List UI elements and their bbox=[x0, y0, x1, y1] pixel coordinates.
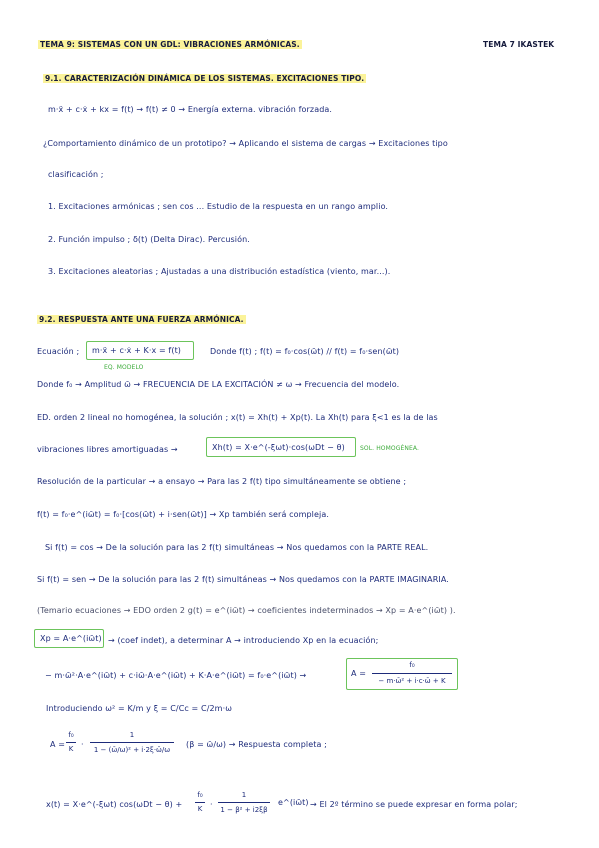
section-title-9-1: 9.1. CARACTERIZACIÓN DINÁMICA DE LOS SISTEMAS. EXCITACIONES TIPO. bbox=[45, 74, 365, 83]
resolucion-line: Resolución de la particular → a ensayo → Para las 2 f(t) tipo simultáneamente se obtiene ; bbox=[37, 477, 407, 486]
response-k: K bbox=[197, 805, 203, 813]
amplitude-denominator: − m·ω̄² + i·c·ω̄ + K bbox=[378, 677, 446, 685]
amplitude2-denominator: 1 − (ω̄/ω)² + i·2ξ·ω̄/ω bbox=[93, 746, 171, 754]
classification-label: clasificación ; bbox=[48, 170, 104, 179]
response-bar-1 bbox=[195, 802, 205, 803]
section-title-9-2: 9.2. RESPUESTA ANTE UNA FUERZA ARMÓNICA. bbox=[39, 315, 244, 324]
response-one: 1 bbox=[241, 791, 247, 799]
homogeneous-note: SOL. HOMOGÉNEA. bbox=[360, 445, 419, 452]
model-equation: m·ẍ + c·ẋ + K·x = f(t) bbox=[92, 346, 182, 355]
amplitude2-k: K bbox=[68, 745, 74, 753]
amplitude2-lhs: A = bbox=[50, 740, 66, 749]
header-right: TEMA 7 IKASTEK bbox=[483, 40, 555, 49]
particular-solution: Xp = A·e^(iω̄t) bbox=[40, 634, 102, 643]
multiply-dot-2: · bbox=[210, 800, 213, 809]
amplitude2-one: 1 bbox=[129, 731, 135, 739]
beta-line: (β = ω̄/ω) → Respuesta completa ; bbox=[186, 740, 327, 749]
model-equation-note: EQ. MODELO bbox=[104, 364, 144, 371]
polar-note: → El 2º término se puede expresar en forma polar; bbox=[310, 800, 518, 809]
response-lhs: x(t) = X·e^(-ξωt) cos(ωDt − θ) + bbox=[46, 800, 183, 809]
response-f0: f₀ bbox=[197, 791, 203, 799]
si-sen-line: Si f(t) = sen → De la solución para las 2 f(t) simultáneas → Nos quedamos con la PARTE IMAGINARIA. bbox=[37, 575, 449, 584]
ecuacion-label: Ecuación ; bbox=[37, 347, 80, 356]
amplitude-fraction-bar bbox=[372, 673, 452, 674]
response-denominator: 1 − β² + i2ξβ bbox=[220, 806, 268, 814]
amplitude-lhs: A = bbox=[351, 669, 367, 678]
introduciendo-line: Introduciendo ω² = K/m y ξ = C/Cc = C/2m·ω bbox=[46, 704, 233, 713]
response-exponential: e^(iω̄t) bbox=[278, 798, 309, 807]
equation-motion: m·ẍ + c·ẋ + kx = f(t) → f(t) ≠ 0 → Energía externa. vibración forzada. bbox=[48, 105, 333, 114]
amplitude2-bar-1 bbox=[66, 742, 76, 743]
coef-indet-line: → (coef indet), a determinar A → introduciendo Xp en la ecuación; bbox=[108, 636, 379, 645]
multiply-dot: · bbox=[81, 740, 84, 749]
ed-line: ED. orden 2 lineal no homogénea, la solución ; x(t) = Xh(t) + Xp(t). La Xh(t) para ξ<1 es la de las bbox=[37, 413, 438, 422]
list-item-2: 2. Función impulso ; δ(t) (Delta Dirac). Percusión. bbox=[48, 235, 250, 244]
amplitude2-bar-2 bbox=[90, 742, 174, 743]
donde-line: Donde f₀ → Amplitud ω̄ → FRECUENCIA DE LA EXCITACIÓN ≠ ω → Frecuencia del modelo. bbox=[37, 380, 400, 389]
amplitude-numerator: f₀ bbox=[409, 661, 415, 669]
question-line: ¿Comportamiento dinámico de un prototipo? → Aplicando el sistema de cargas → Excitaciones tipo bbox=[43, 139, 448, 148]
page-title: TEMA 9: SISTEMAS CON UN GDL: VIBRACIONES ARMÓNICAS. bbox=[40, 40, 300, 49]
amplitude2-f0: f₀ bbox=[68, 731, 74, 739]
complex-forcing-line: f(t) = f₀·e^(iω̄t) = f₀·[cos(ω̄t) + i·sen(ω̄t)] → Xp también será compleja. bbox=[37, 510, 329, 519]
vibraciones-line: vibraciones libres amortiguadas → bbox=[37, 445, 178, 454]
forcing-definition: Donde f(t) ; f(t) = f₀·cos(ω̄t) // f(t) = f₀·sen(ω̄t) bbox=[210, 347, 400, 356]
response-bar-2 bbox=[218, 802, 270, 803]
list-item-3: 3. Excitaciones aleatorias ; Ajustadas a una distribución estadística (viento, mar...). bbox=[48, 267, 391, 276]
substitution-line: − m·ω̄²·A·e^(iω̄t) + c·iω̄·A·e^(iω̄t) + K·A·e^(iω̄t) = f₀·e^(iω̄t) → bbox=[45, 671, 307, 680]
list-item-1: 1. Excitaciones armónicas ; sen cos ... Estudio de la respuesta en un rango amplio. bbox=[48, 202, 389, 211]
homogeneous-solution: Xh(t) = X·e^(-ξωt)·cos(ωDt − θ) bbox=[212, 443, 345, 452]
si-cos-line: Si f(t) = cos → De la solución para las 2 f(t) simultáneas → Nos quedamos con la PARTE REAL. bbox=[45, 543, 429, 552]
temario-line: (Temario ecuaciones → EDO orden 2 g(t) = e^(iω̄t) → coeficientes indeterminados → Xp = A·e^(iω̄t) ). bbox=[37, 606, 456, 615]
